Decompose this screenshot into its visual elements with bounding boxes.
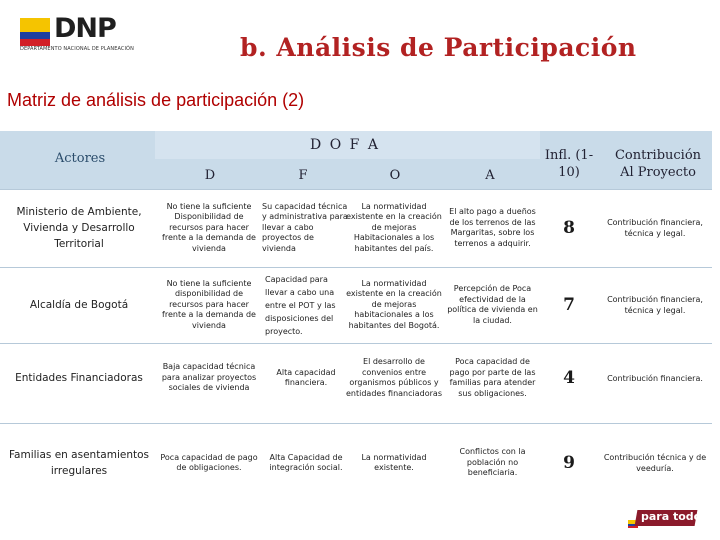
header-d: D bbox=[204, 168, 216, 183]
contribution: Contribución técnica y de veeduría. bbox=[603, 453, 707, 473]
cell-f: Capacidad para llevar a cabo una entre el POT y las disposiciones del proyecto. bbox=[265, 274, 336, 336]
actor-name: Familias en asentamientos irregulares bbox=[8, 449, 150, 477]
slide-title: b. Análisis de Participación bbox=[240, 33, 637, 62]
footer-logo-text: para todos bbox=[641, 510, 708, 523]
cell-d: Baja capacidad técnica para analizar proyectos sociales de vivienda bbox=[161, 362, 257, 393]
header-infl: Infl. (1-10) bbox=[544, 148, 594, 180]
cell-a: El alto pago a dueños de los terrenos de las Margaritas, sobre los terrenos a adquirir. bbox=[449, 207, 536, 248]
cell-o: La normatividad existente en la creación de mejoras habitacionales a los habitantes del Bogotá. bbox=[346, 278, 442, 330]
influence-score: 7 bbox=[563, 295, 575, 315]
table-row bbox=[0, 267, 712, 343]
influence-score: 4 bbox=[563, 368, 575, 388]
header-contribucion: Contribución Al Proyecto bbox=[614, 148, 702, 180]
page-subtitle: Matriz de análisis de participación (2) bbox=[7, 90, 305, 110]
cell-o: La normatividad existente en la creación de mejoras Habitacionales a los habitantes del país. bbox=[346, 201, 442, 253]
influence-score: 8 bbox=[563, 218, 575, 238]
influence-score: 9 bbox=[563, 453, 575, 473]
cell-a: Poca capacidad de pago por parte de las familias para atender sus obligaciones. bbox=[449, 357, 536, 398]
cell-a: Conflictos con la población no beneficiaria. bbox=[459, 447, 526, 478]
dnp-logo bbox=[20, 13, 150, 54]
cell-d: No tiene la suficiente Disponibilidad de recursos para hacer frente a la demanda de vivienda bbox=[162, 201, 256, 253]
cell-a: Percepción de Poca efectividad de la política de vivienda en la ciudad. bbox=[447, 284, 538, 325]
cell-f: Su capacidad técnica y administrativa para llevar a cabo proyectos de vivienda bbox=[262, 201, 348, 253]
cell-o: La normatividad existente. bbox=[361, 452, 427, 472]
contribution: Contribución financiera, técnica y legal. bbox=[607, 295, 703, 315]
participation-matrix bbox=[0, 131, 712, 513]
header-dofa: D O F A bbox=[310, 137, 380, 153]
actor-name: Alcaldía de Bogotá bbox=[29, 299, 129, 311]
header-f: F bbox=[298, 168, 308, 183]
header-o: O bbox=[389, 168, 401, 183]
table-row bbox=[0, 189, 712, 267]
para-todos-logo bbox=[628, 508, 708, 530]
header-actores: Actores bbox=[54, 151, 106, 166]
logo-subtext: DEPARTAMENTO NACIONAL DE PLANEACIÓN bbox=[20, 46, 134, 52]
cell-f: Alta capacidad financiera. bbox=[276, 367, 336, 387]
cell-o: El desarrollo de convenios entre organismos públicos y entidades financiadoras bbox=[346, 357, 442, 398]
actor-name: Entidades Financiadoras bbox=[15, 372, 143, 384]
cell-d: No tiene la suficiente disponibilidad de recursos para hacer frente a la demanda de vivienda bbox=[162, 278, 256, 330]
table-row bbox=[0, 423, 712, 509]
logo-text: DNP bbox=[54, 13, 116, 44]
table-row bbox=[0, 343, 712, 423]
contribution: Contribución financiera, técnica y legal. bbox=[607, 218, 703, 238]
header-a: A bbox=[485, 168, 495, 183]
contribution: Contribución financiera. bbox=[607, 373, 703, 383]
actor-name: Ministerio de Ambiente, Vivienda y Desarrollo Territorial bbox=[16, 206, 142, 250]
colombia-flag-icon bbox=[20, 18, 50, 46]
cell-d: Poca capacidad de pago de obligaciones. bbox=[160, 452, 258, 472]
cell-f: Alta Capacidad de integración social. bbox=[269, 452, 343, 472]
